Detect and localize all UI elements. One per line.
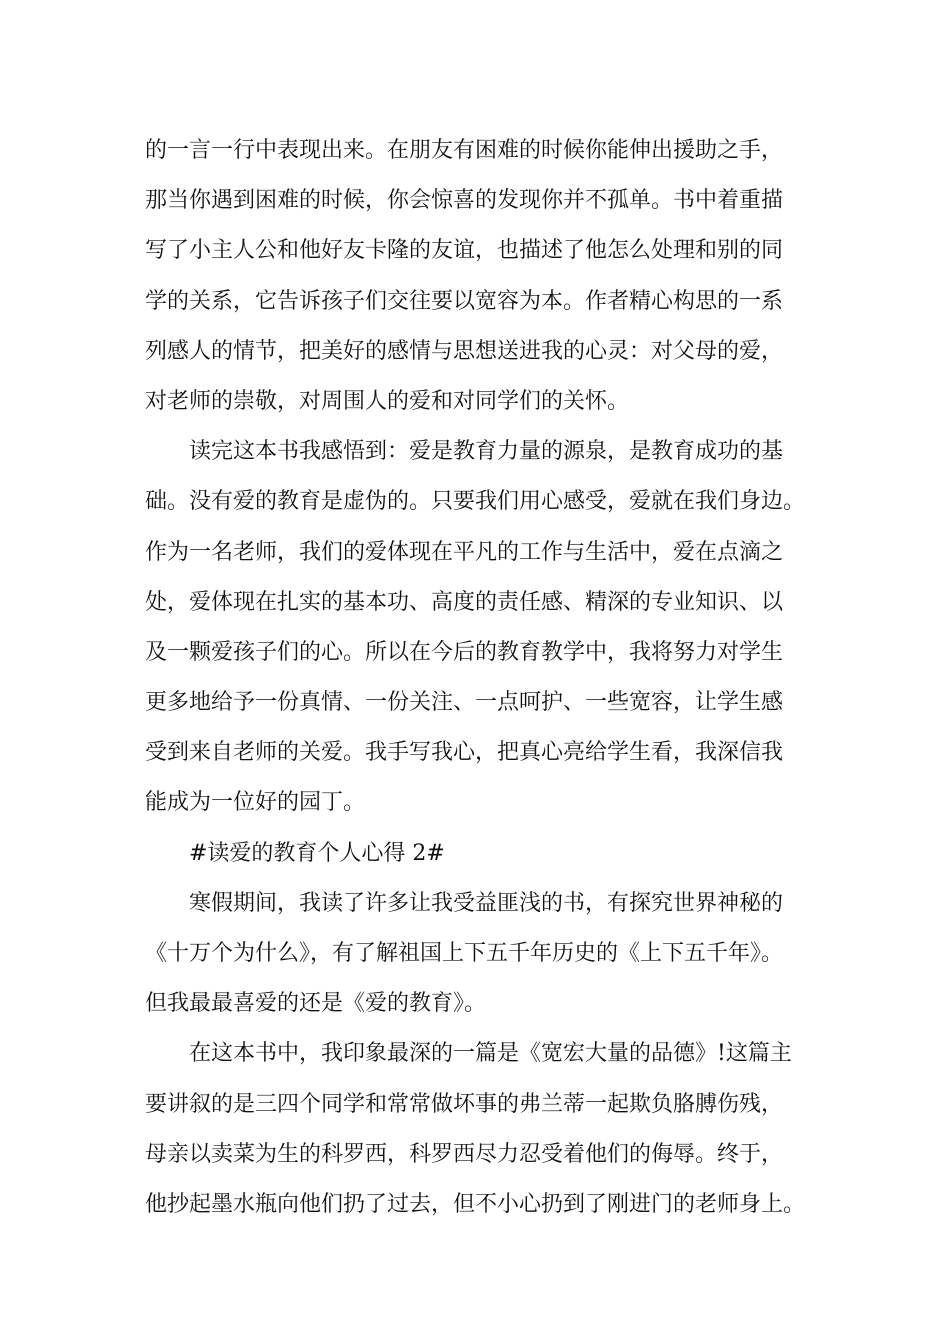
text-line: 列感人的情节，把美好的感情与思想送进我的心灵：对父母的爱， (145, 338, 784, 364)
text-line: 《十万个为什么》，有了解祖国上下五千年历史的《上下五千年》。 (145, 941, 784, 966)
text-line: 母亲以卖菜为生的科罗西，科罗西尽力忍受着他们的侮辱。终于， (145, 1141, 784, 1167)
text-line: 对老师的崇敬，对周围人的爱和对同学们的关怀。 (145, 388, 630, 414)
text-line: 及一颗爱孩子们的心。所以在今后的教育教学中，我将努力对学生 (145, 639, 784, 665)
text-line: 学的关系，它告诉孩子们交往要以宽容为本。作者精心构思的一系 (145, 288, 784, 314)
text-line: 础。没有爱的教育是虚伪的。只要我们用心感受，爱就在我们身边。 (145, 489, 806, 515)
text-line: 作为一名老师，我们的爱体现在平凡的工作与生活中，爱在点滴之 (145, 539, 784, 565)
text-line: 但我最最喜爱的还是《爱的教育》。 (145, 991, 487, 1017)
section-heading: #读爱的教育个人心得 2# (189, 840, 445, 866)
text-line: 处，爱体现在扎实的基本功、高度的责任感、精深的专业知识、以 (145, 589, 784, 615)
text-line: 更多地给予一份真情、一份关注、一点呵护、一些宽容，让学生感 (145, 690, 784, 716)
text-line: 要讲叙的是三四个同学和常常做坏事的弗兰蒂一起欺负胳膊伤残， (145, 1091, 784, 1117)
text-line: 能成为一位好的园丁。 (145, 790, 366, 816)
text-line: 的一言一行中表现出来。在朋友有困难的时候你能伸出援助之手， (145, 138, 784, 163)
paragraph-start-line: 在这本书中，我印象最深的一篇是《宽宏大量的品德》!这篇主 (189, 1041, 792, 1067)
body-text (145, 126, 825, 1230)
paragraph-start-line: 读完这本书我感悟到：爱是教育力量的源泉，是教育成功的基 (189, 439, 784, 465)
text-line: 受到来自老师的关爱。我手写我心，把真心亮给学生看，我深信我 (145, 740, 784, 766)
text-line: 写了小主人公和他好友卡隆的友谊，也描述了他怎么处理和别的同 (145, 238, 784, 264)
text-line: 他抄起墨水瓶向他们扔了过去，但不小心扔到了刚进门的老师身上。 (145, 1191, 806, 1217)
paragraph-start-line: 寒假期间，我读了许多让我受益匪浅的书，有探究世界神秘的 (189, 890, 784, 916)
text-line: 那当你遇到困难的时候，你会惊喜的发现你并不孤单。书中着重描 (145, 188, 784, 214)
